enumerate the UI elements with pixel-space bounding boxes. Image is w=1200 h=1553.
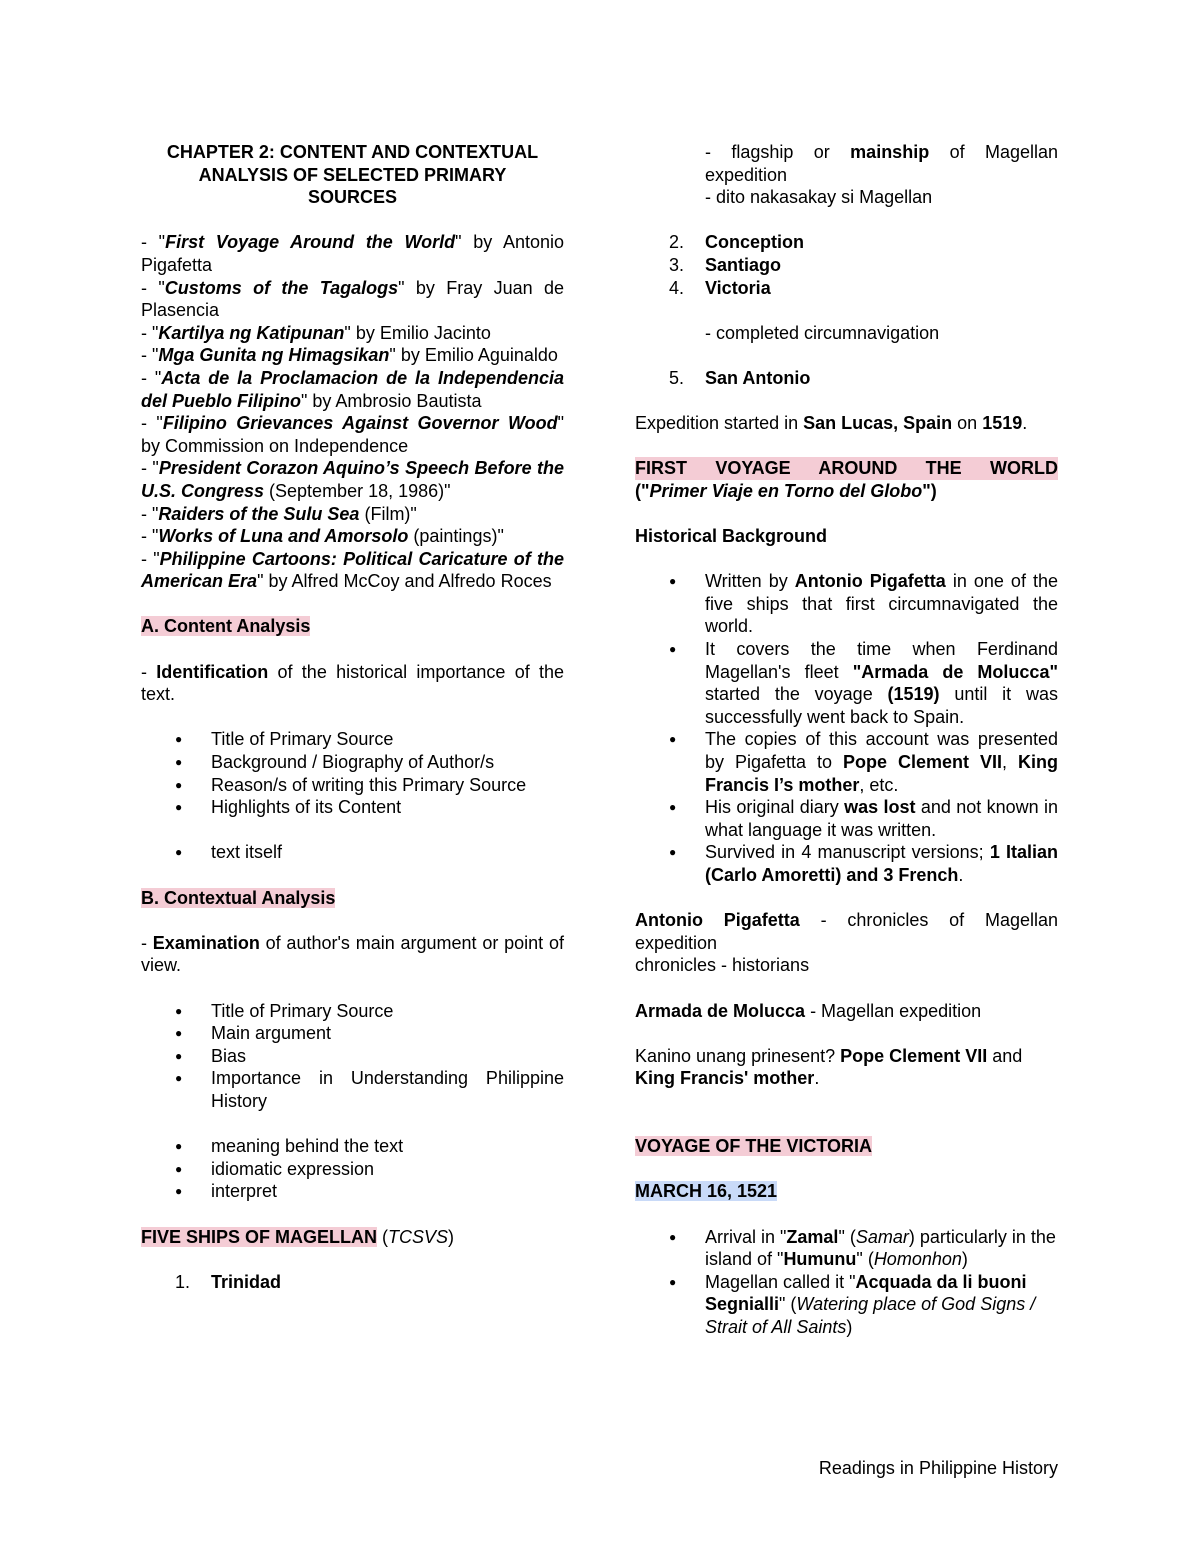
source-item: - "Works of Luna and Amorsolo (paintings)"	[141, 526, 504, 547]
armada-definition: Armada de Molucca - Magellan expedition	[635, 1000, 982, 1021]
list-item: ● Survived in 4 manuscript versions; 1 Italian (Carlo Amoretti) and 3 French.	[635, 841, 1058, 886]
source-item: - "Filipino Grievances Against Governor Wood" by Commission on Independence	[141, 413, 565, 456]
contextual-analysis-list	[141, 1000, 564, 1113]
left-column	[141, 141, 564, 1293]
victoria-note: - completed circumnavigation	[705, 322, 940, 343]
historical-background-list	[635, 570, 1058, 886]
ship-item-san-antonio: 5. San Antonio	[669, 367, 811, 388]
list-item: ● Highlights of its Content	[141, 796, 564, 819]
ship-item-trinidad: 1. Trinidad	[175, 1271, 282, 1292]
list-item: ● The copies of this account was presented by Pigafetta to Pope Clement VII, King Francis I’s mother, etc.	[635, 728, 1058, 796]
source-item: - "Raiders of the Sulu Sea (Film)"	[141, 503, 417, 524]
source-item: - "Kartilya ng Katipunan" by Emilio Jacinto	[141, 322, 491, 343]
list-item: ● meaning behind the text	[141, 1135, 564, 1158]
list-item: ● Reason/s of writing this Primary Source	[141, 774, 564, 797]
content-analysis-extra-list	[141, 841, 564, 864]
contextual-analysis-extra-list	[141, 1135, 564, 1203]
source-item: - "Philippine Cartoons: Political Caricature of the American Era" by Alfred McCoy and Alfredo Roces	[141, 548, 565, 592]
kanino-question: Kanino unang prinesent? Pope Clement VII and King Francis' mother.	[635, 1045, 1023, 1089]
list-item: ● text itself	[141, 841, 564, 864]
primary-sources-list	[141, 231, 564, 593]
trinidad-note: - flagship or mainship of Magellan expedition	[705, 142, 1058, 185]
page-footer: Readings in Philippine History	[818, 1458, 1058, 1478]
source-item: - "Customs of the Tagalogs" by Fray Juan de Plasencia	[141, 277, 564, 321]
list-item: ● Arrival in "Zamal" (Samar) particularly in the island of "Humunu" (Homonhon)	[635, 1226, 1058, 1271]
list-item: ● Importance in Understanding Philippine History	[141, 1067, 564, 1112]
date-heading: MARCH 16, 1521	[635, 1181, 778, 1202]
list-item: ● Title of Primary Source	[141, 728, 564, 751]
list-item: ● idiomatic expression	[141, 1158, 564, 1181]
list-item: ● Magellan called it "Acquada da li buoni Segnialli" (Watering place of God Signs / Strait of All Saints)	[635, 1271, 1058, 1339]
arrival-list	[635, 1226, 1058, 1339]
source-item: - "First Voyage Around the World" by Antonio Pigafetta	[141, 232, 564, 275]
list-item: ● interpret	[141, 1180, 564, 1203]
content-analysis-heading: A. Content Analysis	[141, 616, 311, 637]
right-column	[635, 141, 1058, 1338]
expedition-start: Expedition started in San Lucas, Spain on 1519.	[635, 413, 1028, 434]
list-item: ● It covers the time when Ferdinand Magellan's fleet "Armada de Molucca" started the voyage (1519) until it was successfully went back to Spain.	[635, 638, 1058, 728]
voyage-victoria-heading: VOYAGE OF THE VICTORIA	[635, 1136, 873, 1157]
ship-item-conception: 2. Conception	[669, 232, 804, 253]
ship-item-victoria: 4. Victoria	[669, 277, 771, 298]
ship-item-santiago: 3. Santiago	[669, 254, 782, 275]
list-item: ● His original diary was lost and not known in what language it was written.	[635, 796, 1058, 841]
list-item: ● Main argument	[141, 1022, 564, 1045]
source-item: - "Acta de la Proclamacion de la Independencia del Pueblo Filipino" by Ambrosio Bautista	[141, 367, 564, 411]
trinidad-note-2: - dito nakasakay si Magellan	[705, 187, 933, 208]
first-voyage-subtitle: ("Primer Viaje en Torno del Globo")	[635, 480, 937, 501]
list-item: ● Written by Antonio Pigafetta in one of the five ships that first circumnavigated the world.	[635, 570, 1058, 638]
source-item: - "Mga Gunita ng Himagsikan" by Emilio Aguinaldo	[141, 345, 558, 366]
content-analysis-definition: - Identification of the historical importance of the text.	[141, 661, 564, 705]
list-item: ● Bias	[141, 1045, 564, 1068]
chronicles-definition: chronicles - historians	[635, 955, 810, 976]
content-analysis-list	[141, 728, 564, 818]
five-ships-heading: FIVE SHIPS OF MAGELLAN (TCSVS)	[141, 1226, 455, 1247]
source-item: - "President Corazon Aquino’s Speech Before the U.S. Congress (September 18, 1986)"	[141, 458, 564, 501]
ships-list-first	[141, 1271, 564, 1294]
historical-background-heading: Historical Background	[635, 526, 828, 547]
first-voyage-heading: FIRST VOYAGE AROUND THE WORLD	[635, 458, 1058, 479]
contextual-analysis-definition: - Examination of author's main argument or point of view.	[141, 932, 564, 976]
list-item: ● Title of Primary Source	[141, 1000, 564, 1023]
contextual-analysis-heading: B. Contextual Analysis	[141, 887, 336, 908]
list-item: ● Background / Biography of Author/s	[141, 751, 564, 774]
ships-list-middle	[635, 231, 1058, 299]
chapter-title: CHAPTER 2: CONTENT AND CONTEXTUAL ANALYSIS OF SELECTED PRIMARY SOURCES	[166, 142, 539, 208]
pigafetta-definition: Antonio Pigafetta - chronicles of Magellan expedition	[635, 910, 1058, 953]
ships-list-last	[635, 367, 1058, 390]
